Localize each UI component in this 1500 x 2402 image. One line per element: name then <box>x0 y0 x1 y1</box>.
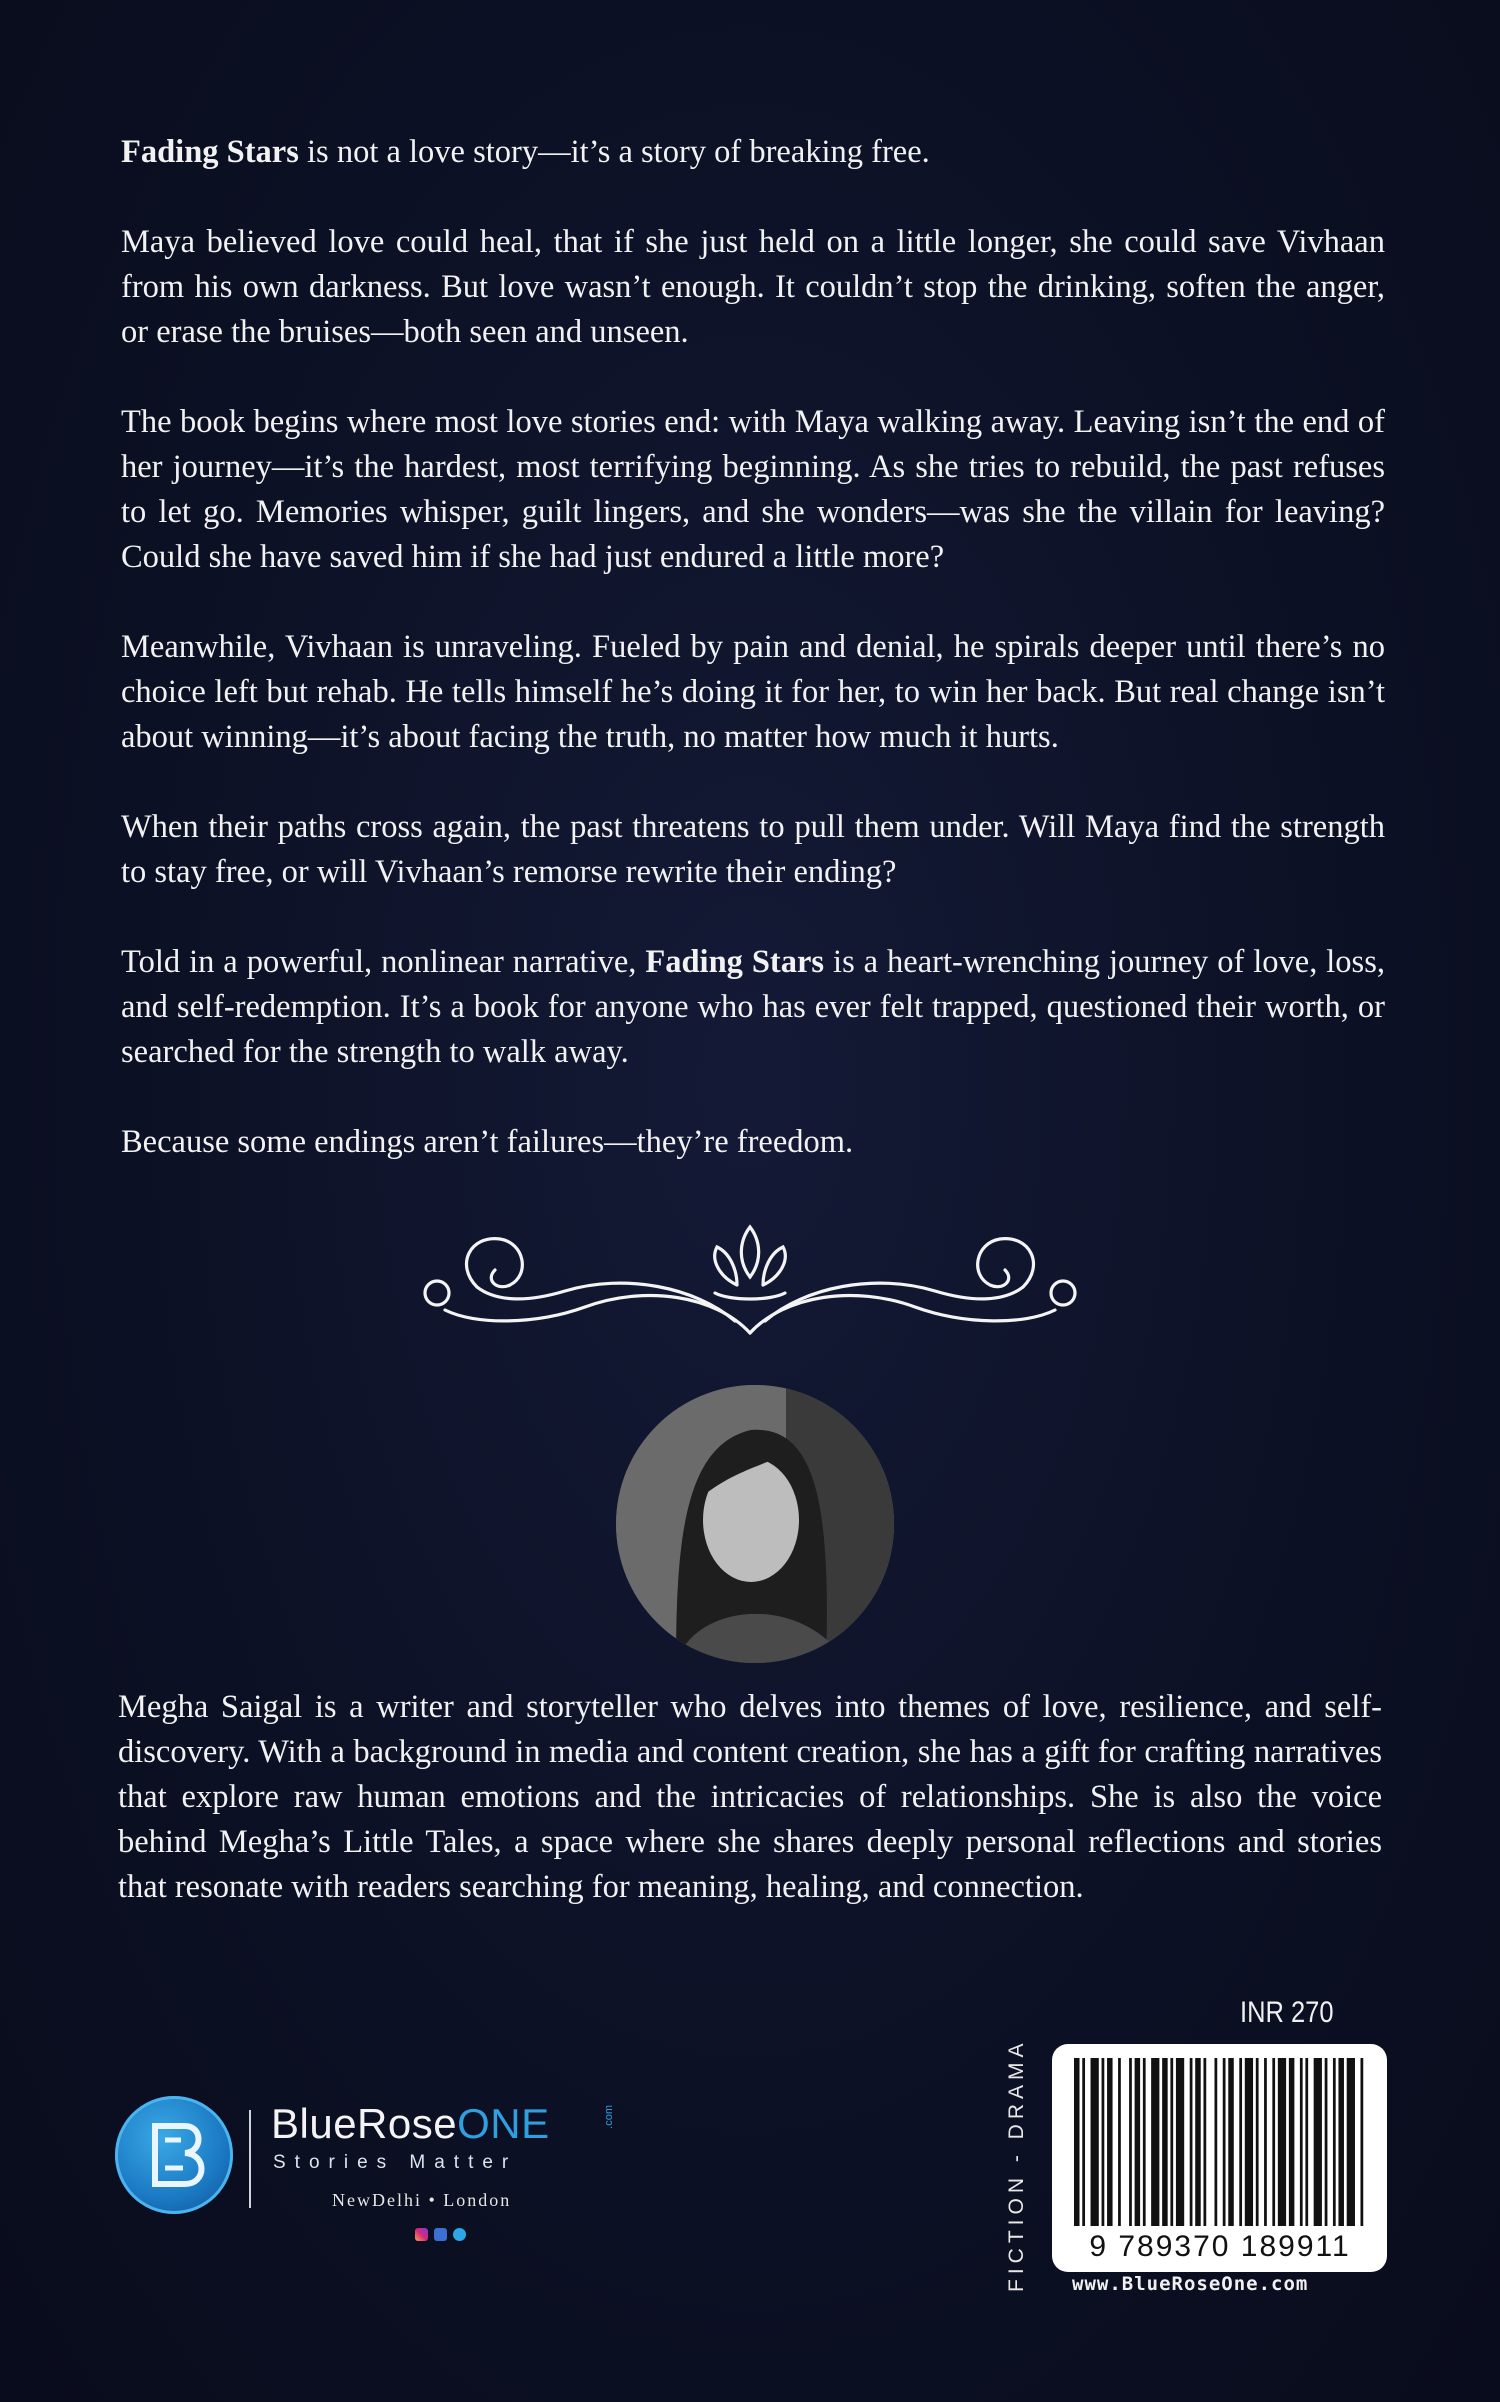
blurb-paragraph-7: Because some endings aren’t failures—they’re freedom. <box>121 1124 854 1160</box>
book-title-inline: Fading Stars <box>645 944 825 980</box>
publisher-logo <box>115 2090 635 2250</box>
instagram-icon <box>415 2228 428 2241</box>
publisher-tagline: Stories Matter <box>273 2152 518 2173</box>
barcode-bar <box>1143 2058 1146 2226</box>
barcode-bar <box>1272 2058 1275 2226</box>
barcode-bar <box>1300 2058 1303 2226</box>
social-icons <box>415 2225 468 2243</box>
blurb-paragraph-4: Meanwhile, Vivhaan is unraveling. Fueled by pain and denial, he spirals deeper until there’s no choice left but rehab. He tells himself he’s doing it for her, to win her back. But real change isn’t about winning—it’s about facing the truth, no matter how much it hurts. <box>121 629 1385 755</box>
facebook-icon <box>434 2228 447 2241</box>
decorative-flourish-icon <box>415 1215 1085 1335</box>
publisher-name-accent: ONE <box>457 2100 550 2147</box>
publisher-cities: NewDelhi • London <box>332 2190 512 2210</box>
barcode-bar <box>1214 2058 1217 2226</box>
barcode-bar <box>1305 2058 1308 2226</box>
barcode-bar <box>1082 2058 1085 2226</box>
barcode-bar <box>1256 2058 1259 2226</box>
author-bio: Megha Saigal is a writer and storyteller who delves into themes of love, resilience, and self-discovery. With a background in media and content creation, she has a gift for crafting narratives that explore raw human emotions and the intricacies of relationships. She is also the voice behind Megha’s Little Tales, a space where she shares deeply personal reflections and stories that resonate with readers searching for meaning, healing, and connection. <box>118 1689 1382 1905</box>
blurb-paragraph-6 <box>121 940 1385 1075</box>
barcode <box>1052 2044 1387 2272</box>
barcode-bar <box>1239 2058 1242 2226</box>
barcode-bar <box>1325 2058 1328 2226</box>
barcode-bar <box>1176 2058 1184 2226</box>
blurb-text: is not a love story—it’s a story of breaking free. <box>298 134 930 170</box>
barcode-bar <box>1195 2058 1201 2226</box>
logo-divider <box>249 2110 251 2208</box>
blurb-paragraph-2: Maya believed love could heal, that if she just held on a little longer, she could save Vivhaan from his own darkness. But love wasn’t enough. It couldn’t stop the drinking, soften the anger, or erase the bruises—both seen and unseen. <box>121 224 1385 350</box>
price-label: INR 270 <box>1240 1996 1334 2029</box>
barcode-bar <box>1190 2058 1193 2226</box>
barcode-bar <box>1091 2058 1099 2226</box>
blurb-paragraph-5: When their paths cross again, the past threatens to pull them under. Will Maya find the strength to stay free, or will Vivhaan’s remorse rewrite their ending? <box>121 809 1385 890</box>
barcode-bar <box>1338 2058 1344 2226</box>
blurb-paragraph-1 <box>121 130 1385 175</box>
publisher-domain-suffix: .com <box>603 2105 615 2129</box>
blurb-paragraph-3: The book begins where most love stories end: with Maya walking away. Leaving isn’t the end of her journey—it’s the hardest, most terrifying beginning. As she tries to rebuild, the past refuses to let go. Memories whisper, guilt lingers, and she wonders—was she the villain for leaving? Could she have saved him if she had just endured a little more? <box>121 404 1385 575</box>
blurb-text: Told in a powerful, nonlinear narrative, <box>121 944 646 980</box>
blurb-text: is a heart-wrenching journey of love, loss, and self-redemption. It’s a book for anyone who has ever felt trapped, questioned their worth, or searched for the strength to walk away. <box>121 944 1385 1070</box>
barcode-bar <box>1347 2058 1355 2226</box>
barcode-bar <box>1135 2058 1141 2226</box>
book-blurb <box>121 130 1385 1210</box>
barcode-bar <box>1245 2058 1253 2226</box>
barcode-bar <box>1162 2058 1168 2226</box>
author-portrait-icon <box>616 1385 894 1663</box>
barcode-bar <box>1289 2058 1295 2226</box>
isbn-number: 9 789370 189911 <box>1089 2230 1351 2263</box>
barcode-bar <box>1107 2058 1113 2226</box>
author-photo <box>616 1385 894 1663</box>
barcode-bar <box>1360 2058 1363 2226</box>
barcode-bar <box>1278 2058 1286 2226</box>
genre-label: FICTION - DRAMA <box>1005 2038 1028 2292</box>
publisher-website: www.BlueRoseOne.com <box>1072 2273 1309 2295</box>
publisher-name-main: BlueRose <box>271 2100 458 2147</box>
barcode-bar <box>1264 2058 1267 2226</box>
barcode-bars-icon <box>1074 2058 1366 2228</box>
twitter-icon <box>453 2228 466 2241</box>
barcode-bar <box>1129 2058 1132 2226</box>
barcode-bar <box>1102 2058 1105 2226</box>
book-title-inline: Fading Stars <box>121 134 299 170</box>
barcode-bar <box>1170 2058 1173 2226</box>
barcode-bar <box>1118 2058 1121 2226</box>
b-letter-icon <box>115 2096 233 2214</box>
publisher-name <box>271 2100 550 2148</box>
barcode-bar <box>1203 2058 1206 2226</box>
barcode-bar <box>1151 2058 1159 2226</box>
publisher-emblem-icon <box>115 2096 233 2214</box>
barcode-bar <box>1074 2058 1080 2226</box>
barcode-bar <box>1314 2058 1322 2226</box>
barcode-bar <box>1223 2058 1226 2226</box>
barcode-bar <box>1228 2058 1234 2226</box>
barcode-bar <box>1333 2058 1336 2226</box>
